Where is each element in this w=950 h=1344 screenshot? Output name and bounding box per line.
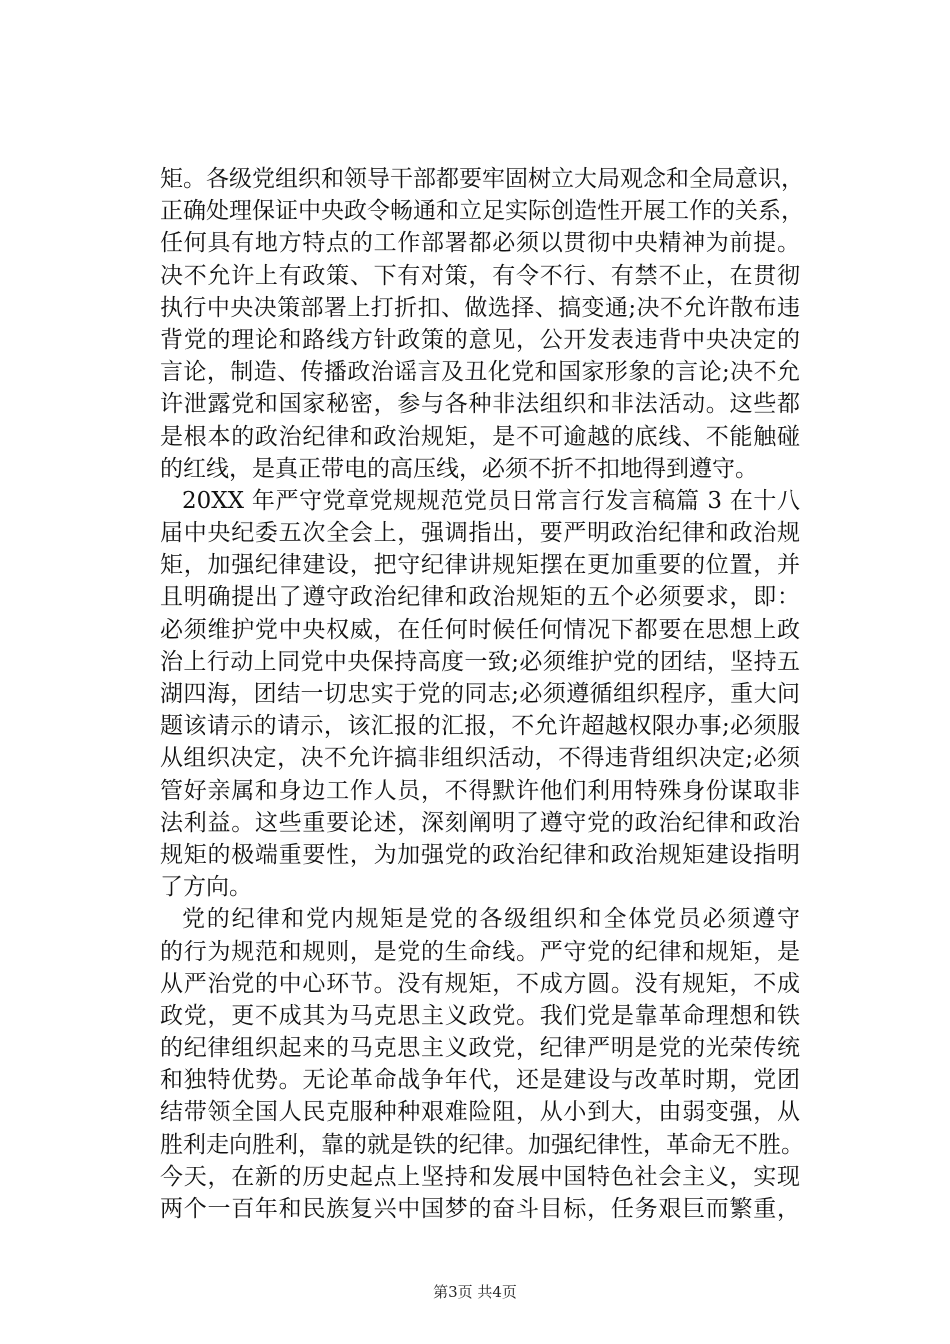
text-line: 了方向。	[160, 874, 252, 901]
text-line: 执行中央决策部署上打折扣、做选择、搞变通;决不允许散布违	[160, 294, 800, 321]
text-line: 矩。各级党组织和领导干部都要牢固树立大局观念和全局意识，	[160, 166, 804, 192]
text-line: 的行为规范和规则，是党的生命线。严守党的纪律和规矩，是	[160, 938, 800, 965]
text-line: 党的纪律和党内规矩是党的各级组织和全体党员必须遵守	[182, 906, 800, 933]
text-line: 决不允许上有政策、下有对策，有令不行、有禁不止，在贯彻	[160, 262, 800, 289]
text-line: 的纪律组织起来的马克思主义政党，纪律严明是党的光荣传统	[160, 1035, 800, 1062]
text-line: 湖四海，团结一切忠实于党的同志;必须遵循组织程序，重大问	[160, 681, 800, 707]
text-line: 从组织决定，决不允许搞非组织活动，不得违背组织决定;必须	[160, 745, 800, 772]
paragraph	[160, 163, 804, 485]
text-line: 任何具有地方特点的工作部署都必须以贯彻中央精神为前提。	[160, 230, 800, 257]
text-line: 今天，在新的历史起点上坚持和发展中国特色社会主义，实现	[160, 1163, 800, 1190]
text-line: 矩，加强纪律建设，把守纪律讲规矩摆在更加重要的位置，并	[160, 552, 800, 579]
text-line: 法利益。这些重要论述，深刻阐明了遵守党的政治纪律和政治	[160, 809, 800, 836]
document-body	[160, 163, 804, 1225]
text-line: 必须维护党中央权威，在任何时候任何情况下都要在思想上政	[160, 616, 800, 643]
text-line: 胜利走向胜利，靠的就是铁的纪律。加强纪律性，革命无不胜。	[160, 1131, 804, 1158]
paragraph	[160, 903, 804, 1225]
text-line: 正确处理保证中央政令畅通和立足实际创造性开展工作的关系，	[160, 198, 804, 225]
text-line: 管好亲属和身边工作人员，不得默许他们利用特殊身份谋取非	[160, 777, 800, 804]
text-line: 届中央纪委五次全会上，强调指出，要严明政治纪律和政治规	[160, 520, 800, 547]
text-line: 从严治党的中心环节。没有规矩，不成方圆。没有规矩，不成	[160, 970, 800, 997]
text-line: 和独特优势。无论革命战争年代，还是建设与改革时期，党团	[160, 1067, 800, 1094]
text-line: 且明确提出了遵守政治纪律和政治规矩的五个必须要求，即：	[160, 584, 800, 611]
text-line: 许泄露党和国家秘密，参与各种非法组织和非法活动。这些都	[160, 391, 800, 418]
text-line: 治上行动上同党中央保持高度一致;必须维护党的团结，坚持五	[160, 648, 800, 675]
text-line: 结带领全国人民克服种种艰难险阻，从小到大，由弱变强，从	[160, 1099, 800, 1126]
text-line: 20XX 年严守党章党规规范党员日常言行发言稿篇 3 在十八	[182, 487, 800, 514]
paragraph	[160, 485, 800, 903]
text-line: 规矩的极端重要性，为加强党的政治纪律和政治规矩建设指明	[160, 841, 800, 868]
text-line: 两个一百年和民族复兴中国梦的奋斗目标，任务艰巨而繁重，	[160, 1196, 800, 1222]
page-footer	[0, 1281, 950, 1302]
text-line: 是根本的政治纪律和政治规矩，是不可逾越的底线、不能触碰	[160, 423, 800, 450]
text-line: 政党，更不成其为马克思主义政党。我们党是靠革命理想和铁	[160, 1002, 800, 1029]
text-line: 题该请示的请示，该汇报的汇报，不允许超越权限办事;必须服	[160, 713, 800, 740]
text-line: 的红线，是真正带电的高压线，必须不折不扣地得到遵守。	[160, 455, 758, 482]
text-line: 言论，制造、传播政治谣言及丑化党和国家形象的言论;决不允	[160, 359, 800, 386]
text-line: 背党的理论和路线方针政策的意见，公开发表违背中央决定的	[160, 326, 800, 353]
page-number: 第3页 共4页	[433, 1283, 517, 1301]
